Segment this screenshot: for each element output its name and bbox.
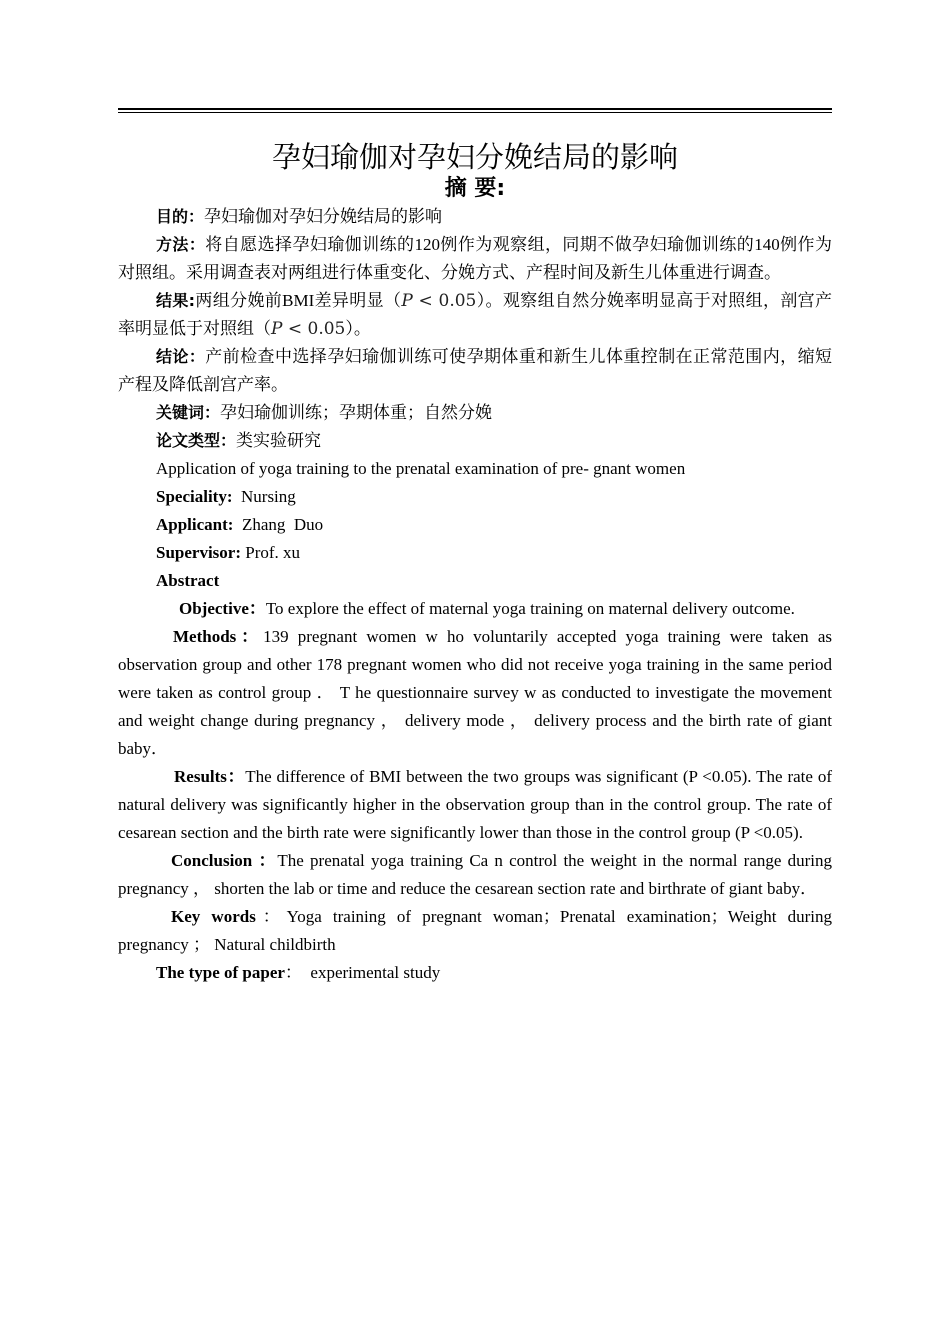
cn-objective bbox=[118, 203, 832, 231]
en-objective-text: To explore the effect of maternal yoga training on maternal delivery outcome. bbox=[265, 599, 795, 618]
en-supervisor-label: Supervisor: bbox=[156, 543, 241, 562]
cn-results-text-3: ）。 bbox=[345, 319, 371, 338]
en-paper-type bbox=[118, 959, 832, 987]
cn-methods bbox=[118, 231, 832, 287]
en-conclusion bbox=[118, 847, 832, 903]
cn-paper-type bbox=[118, 427, 832, 455]
cn-keywords-label: 关键词： bbox=[156, 403, 221, 422]
en-methods-text: 139 pregnant women w ho voluntarily accepted yoga training were taken as observation group and other 178 pregnant women who did not receive yoga training in the same period were taken as control group ． T he questionnaire survey w as conducted to investigate the movement and weight change during pregnancy ， delivery mode ， delivery process and the birth rate of giant baby． bbox=[118, 627, 832, 758]
cn-paper-type-label: 论文类型： bbox=[156, 431, 237, 450]
en-speciality-label: Speciality: bbox=[156, 487, 233, 506]
en-conclusion-text: The prenatal yoga training Ca n control the weight in the normal range during pregnancy ， shorten the lab or time and reduce the cesarean section rate and birthrate of giant baby． bbox=[118, 851, 832, 898]
cn-results-p2-val: < 0.05 bbox=[282, 319, 346, 339]
cn-results bbox=[118, 287, 832, 343]
cn-objective-label: 目的： bbox=[156, 207, 205, 226]
en-applicant bbox=[118, 511, 832, 539]
cn-keywords-text: 孕妇瑜伽训练；孕期体重；自然分娩 bbox=[220, 403, 493, 422]
en-methods-label: Methods： bbox=[173, 627, 264, 646]
cn-keywords bbox=[118, 399, 832, 427]
en-abstract-heading bbox=[118, 567, 832, 595]
document-title: 孕妇瑜伽对孕妇分娩结局的影响 bbox=[271, 140, 678, 174]
cn-methods-label: 方法： bbox=[156, 235, 206, 254]
en-results bbox=[118, 763, 832, 847]
en-abstract-label: Abstract bbox=[156, 571, 220, 590]
en-methods bbox=[118, 623, 832, 763]
en-paper-title: Application of yoga training to the prenatal examination of pre- gnant women bbox=[156, 459, 686, 478]
cn-results-text-2: ）。观察组自然分娩率明显高于对照组，剖宫产率明显低于对照组（ bbox=[118, 291, 833, 338]
cn-conclusion bbox=[118, 343, 832, 399]
cn-results-label: 结果: bbox=[156, 291, 196, 310]
cn-results-text-1: 两组分娩前BMI差异明显（ bbox=[195, 291, 402, 310]
cn-results-p2 bbox=[271, 319, 345, 339]
en-conclusion-label: Conclusion ： bbox=[171, 851, 278, 870]
en-results-text: The difference of BMI between the two groups was significant (P <0.05). The rate of natural delivery was significantly higher in the observation group than in the control group. The rate of cesarean section and the birth rate were significantly lower than those in the control group (P <0.05). bbox=[118, 767, 832, 842]
en-objective bbox=[118, 595, 832, 623]
cn-objective-text: 孕妇瑜伽对孕妇分娩结局的影响 bbox=[204, 207, 443, 226]
cn-methods-text: 将自愿选择孕妇瑜伽训练的120例作为观察组，同期不做孕妇瑜伽训练的140例作为对照组。采用调查表对两组进行体重变化、分娩方式、产程时间及新生儿体重进行调查。 bbox=[118, 235, 832, 282]
en-applicant-value: Zhang Duo bbox=[241, 515, 324, 534]
document-page bbox=[118, 108, 832, 987]
en-results-label: Results： bbox=[174, 767, 246, 786]
en-keywords bbox=[118, 903, 832, 959]
cn-conclusion-label: 结论： bbox=[156, 347, 206, 366]
en-supervisor bbox=[118, 539, 832, 567]
header-rule-thin bbox=[118, 112, 832, 113]
abstract-heading: 摘 要: bbox=[444, 176, 506, 201]
cn-results-p1 bbox=[401, 291, 476, 311]
en-keywords-text: ：Yoga training of pregnant woman；Prenatal examination；Weight during pregnancy ； Natural childbirth bbox=[118, 907, 832, 954]
en-paper-type-text: ： experimental study bbox=[284, 963, 441, 982]
en-speciality-value: Nursing bbox=[241, 487, 296, 506]
en-paper-type-label: The type of paper bbox=[156, 963, 285, 982]
en-applicant-label: Applicant: bbox=[156, 515, 234, 534]
cn-results-p1-var: P bbox=[401, 291, 413, 311]
en-objective-label: Objective： bbox=[179, 599, 266, 618]
cn-conclusion-text: 产前检查中选择孕妇瑜伽训练可使孕期体重和新生儿体重控制在正常范围内，缩短产程及降低剖宫产率。 bbox=[118, 347, 832, 394]
cn-paper-type-text: 类实验研究 bbox=[236, 431, 322, 450]
en-speciality bbox=[118, 483, 832, 511]
cn-results-p2-var: P bbox=[271, 319, 283, 339]
en-supervisor-value: Prof. xu bbox=[245, 543, 301, 562]
en-keywords-label: Key words bbox=[171, 907, 256, 926]
cn-results-p1-val: < 0.05 bbox=[412, 291, 477, 311]
